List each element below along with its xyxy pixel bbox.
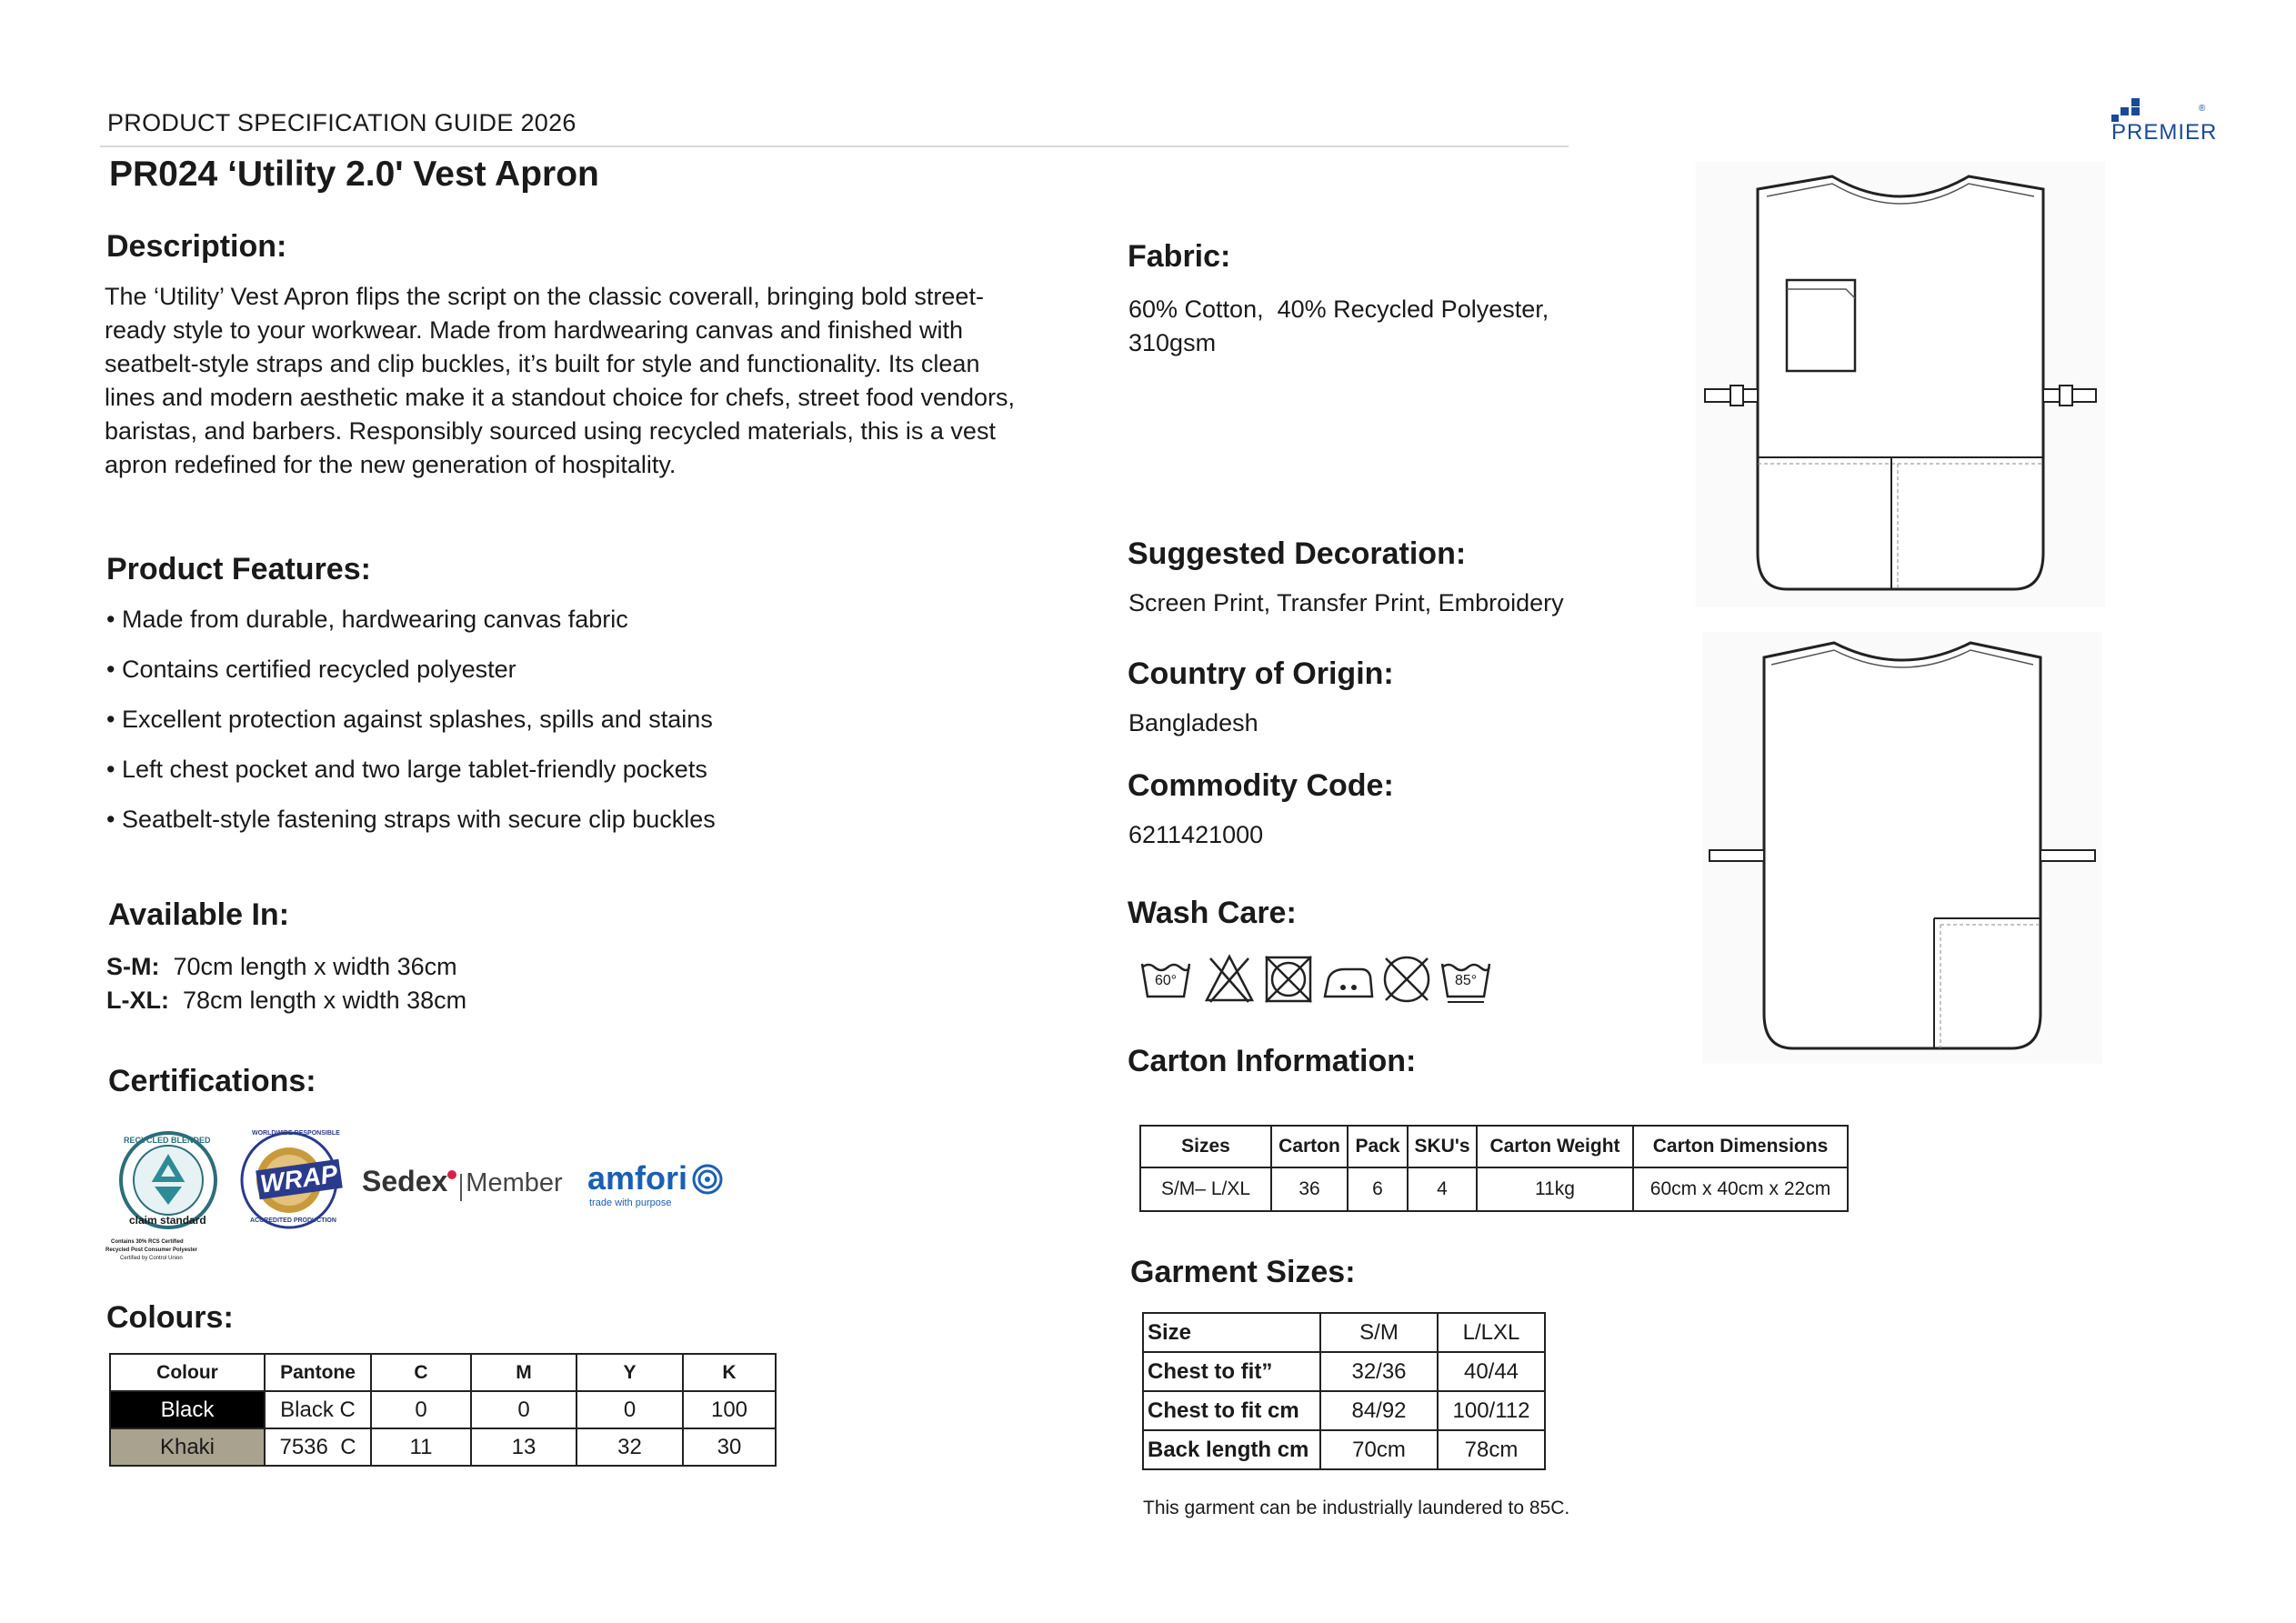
colours-header-row [110,1354,776,1391]
table-cell: 0 [371,1391,471,1428]
wash-85-label: 85° [1455,973,1478,988]
carton-header-cell: SKU's [1408,1126,1477,1167]
no-bleach-icon [1203,953,1256,1006]
rcs-note: Recycled Post Consumer Polyester [105,1247,198,1253]
available-size-text: 78cm length x width 38cm [168,987,467,1014]
table-cell: 0 [471,1391,577,1428]
table-cell: 11 [371,1428,471,1466]
features-list [106,603,716,853]
premier-logo-text: PREMIER [2111,120,2218,145]
feature-item: • Left chest pocket and two large tablet-friendly pockets [106,756,707,783]
carton-header-cell: Carton Weight [1477,1126,1633,1167]
table-cell: 32/36 [1320,1352,1438,1391]
product-title: PR024 ‘Utility 2.0' Vest Apron [109,155,599,194]
wash-85-icon [1439,953,1492,1006]
premier-logo [2108,95,2218,149]
table-cell: 0 [577,1391,683,1428]
fabric-line: 60% Cotton, 40% Recycled Polyester, [1128,296,1549,323]
fabric-line: 310gsm [1128,329,1217,356]
table-cell: L/LXL [1438,1313,1545,1352]
sedex-member-text: Member [466,1168,563,1197]
sedex-text: Sedex [362,1165,448,1197]
table-row [1143,1352,1545,1391]
amfori-text: amfori [587,1159,688,1197]
rcs-bottom-text: claim standard [129,1214,206,1227]
wash-60-icon [1139,953,1192,1006]
no-dry-clean-icon [1380,953,1433,1006]
wrap-ring-top: WORLDWIDE RESPONSIBLE [252,1130,340,1137]
description-line: lines and modern aesthetic make it a standout choice for chefs, street food vendors, [105,384,1016,411]
feature-item: • Made from durable, hardwearing canvas fabric [106,606,628,633]
apron-back-drawing [1702,632,2102,1064]
colours-header-cell: M [471,1354,577,1391]
description-line: seatbelt-style straps and clip buckles, it’s built for style and functionality. Its clean [105,350,980,377]
wash-heading: Wash Care: [1128,896,1297,930]
feature-item: • Excellent protection against splashes, spills and stains [106,706,713,733]
available-heading: Available In: [108,897,290,932]
available-row [106,984,466,1017]
available-size-text: 70cm length x width 36cm [159,953,457,980]
table-cell: 78cm [1438,1430,1545,1469]
description-heading: Description: [106,229,287,264]
available-size-label: L-XL: [106,987,169,1014]
apron-front-drawing [1696,162,2105,607]
commodity-heading: Commodity Code: [1128,768,1394,803]
carton-header-cell: Sizes [1140,1126,1271,1167]
colours-header-cell: K [683,1354,776,1391]
colours-header-cell: Y [577,1354,683,1391]
colour-swatch-khaki: Khaki [110,1428,265,1466]
decoration-heading: Suggested Decoration: [1128,536,1467,571]
carton-header-cell: Carton Dimensions [1633,1126,1848,1167]
origin-heading: Country of Origin: [1128,656,1394,691]
colours-heading: Colours: [106,1300,234,1335]
table-cell: 13 [471,1428,577,1466]
description-line: The ‘Utility’ Vest Apron flips the script on the classic coverall, bringing bold street- [105,283,984,310]
commodity-text: 6211421000 [1128,821,1264,848]
rcs-top-text: RECYCLED BLENDED [124,1136,211,1145]
description-line: ready style to your workwear. Made from hardwearing canvas and finished with [105,316,963,344]
no-tumble-dry-icon [1262,953,1315,1006]
table-cell: Chest to fit” [1143,1352,1320,1391]
table-cell: 70cm [1320,1430,1438,1469]
carton-header-cell: Pack [1348,1126,1408,1167]
guide-title: PRODUCT SPECIFICATION GUIDE 2026 [107,109,577,136]
fabric-text [1128,293,1549,360]
colours-header-cell: C [371,1354,471,1391]
carton-table [1139,1125,1849,1212]
available-sizes [106,950,466,1017]
table-cell: 60cm x 40cm x 22cm [1633,1167,1848,1211]
table-row [1143,1430,1545,1469]
wrap-text: WRAP [256,1159,342,1199]
colours-header-cell: Colour [110,1354,265,1391]
decoration-text: Screen Print, Transfer Print, Embroidery [1128,589,1564,616]
origin-text: Bangladesh [1128,709,1258,736]
certifications-heading: Certifications: [108,1064,316,1098]
table-cell: 40/44 [1438,1352,1545,1391]
table-row [1143,1313,1545,1352]
rcs-logo [105,1130,220,1267]
table-cell: 30 [683,1428,776,1466]
table-cell: Black C [265,1391,371,1428]
rcs-note: Contains 30% RCS Certified [111,1239,184,1245]
wrap-ring-bottom: ACCREDITED PRODUCTION [250,1217,336,1224]
sedex-dot-icon [447,1170,456,1179]
colour-swatch-black: Black [110,1391,265,1428]
table-cell: Back length cm [1143,1430,1320,1469]
table-cell: 100/112 [1438,1391,1545,1430]
table-row [1140,1167,1848,1211]
table-row [110,1428,776,1466]
colours-header-cell: Pantone [265,1354,371,1391]
laundering-note: This garment can be industrially laundered to 85C. [1143,1498,1570,1518]
iron-medium-icon [1321,953,1374,1006]
feature-item: • Seatbelt-style fastening straps with secure clip buckles [106,806,716,833]
sedex-logo [362,1165,563,1201]
amfori-tagline: trade with purpose [589,1197,672,1208]
table-cell: 36 [1271,1167,1348,1211]
features-heading: Product Features: [106,552,371,586]
table-cell: Chest to fit cm [1143,1391,1320,1430]
table-cell: S/M– L/XL [1140,1167,1271,1211]
rcs-note: Certified by Control Union [120,1256,183,1261]
feature-item: • Contains certified recycled polyester [106,656,516,683]
colours-table [109,1353,777,1467]
available-size-label: S-M: [106,953,160,980]
garment-sizes-heading: Garment Sizes: [1130,1255,1356,1289]
description-body [105,280,1059,482]
carton-header-row [1140,1126,1848,1167]
wash-60-label: 60° [1155,973,1178,988]
table-cell: 6 [1348,1167,1408,1211]
carton-heading: Carton Information: [1128,1044,1417,1078]
fabric-heading: Fabric: [1128,239,1231,274]
table-row [110,1391,776,1428]
table-cell: 32 [577,1428,683,1466]
table-cell: Size [1143,1313,1320,1352]
premier-registered-mark: ® [2199,104,2206,114]
garment-sizes-table [1142,1312,1546,1470]
table-row [1143,1391,1545,1430]
table-cell: 7536 C [265,1428,371,1466]
table-cell: 4 [1408,1167,1477,1211]
certification-logos [107,1123,744,1268]
amfori-logo [587,1159,733,1214]
wrap-logo [239,1130,344,1235]
carton-header-cell: Carton [1271,1126,1348,1167]
table-cell: 84/92 [1320,1391,1438,1430]
sedex-divider [460,1174,462,1201]
amfori-spiral-icon [691,1163,724,1196]
header-divider [100,145,1569,147]
table-cell: 100 [683,1391,776,1428]
available-row [106,950,466,984]
table-cell: S/M [1320,1313,1438,1352]
description-line: baristas, and barbers. Responsibly sourced using recycled materials, this is a vest [105,417,996,445]
description-line: apron redefined for the new generation of hospitality. [105,451,677,478]
table-cell: 11kg [1477,1167,1633,1211]
